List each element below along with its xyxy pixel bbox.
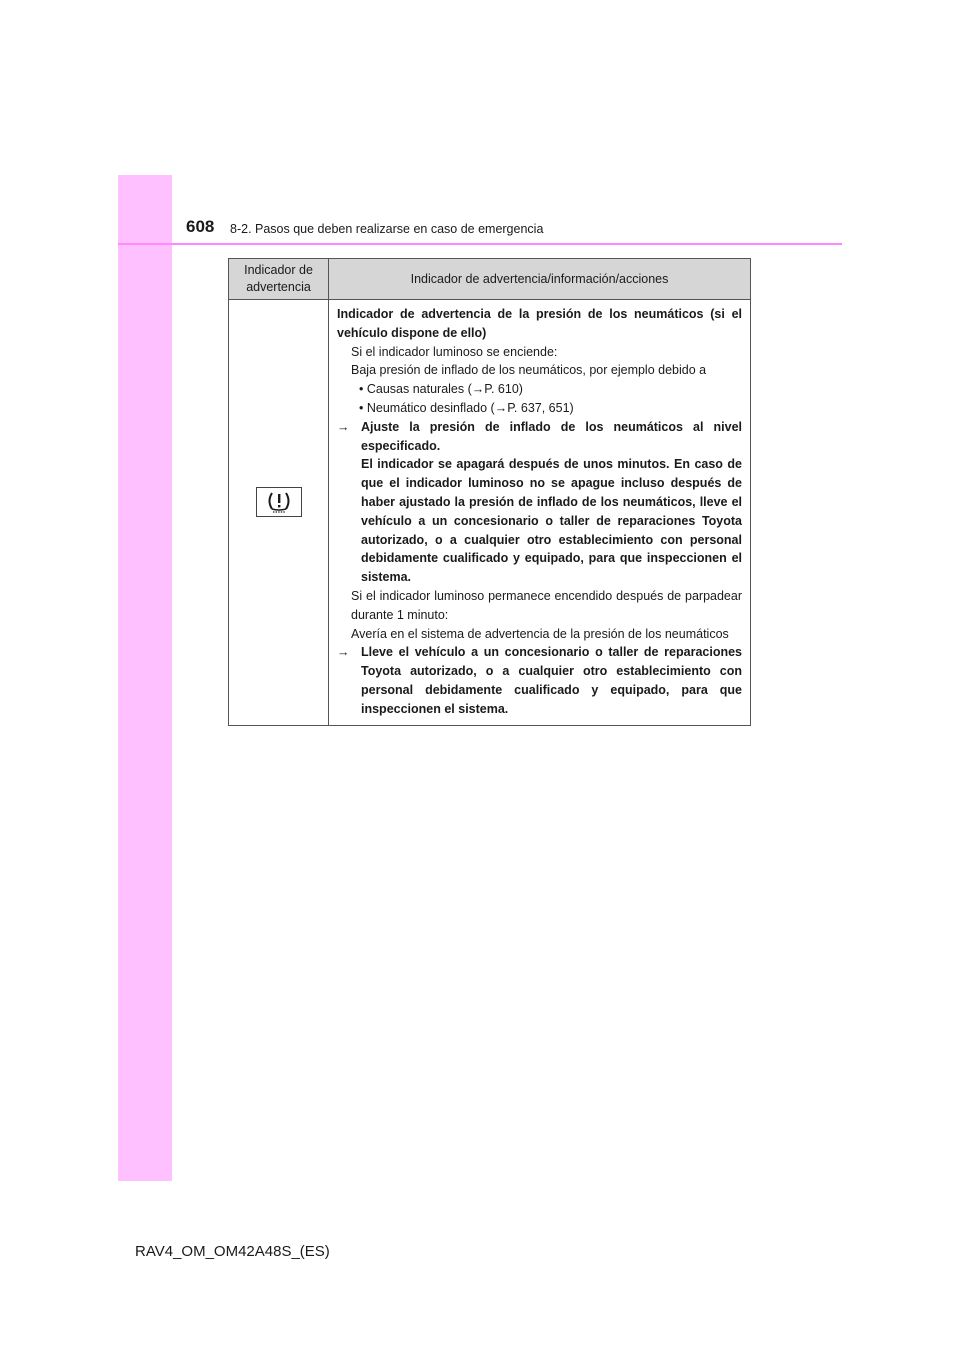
column-header-indicator: Indicador de advertencia xyxy=(229,259,329,300)
cause-system-fault: Avería en el sistema de advertencia de la presión de los neumáticos xyxy=(351,626,729,641)
table-header-row xyxy=(229,259,751,300)
arrow-icon: → xyxy=(337,419,350,434)
condition-lit: Si el indicador luminoso se enciende: xyxy=(351,344,558,359)
document-code: RAV4_OM_OM42A48S_(ES) xyxy=(135,1243,330,1260)
page-number: 608 xyxy=(186,217,215,236)
header-divider xyxy=(118,243,842,245)
tire-pressure-warning-icon xyxy=(256,487,302,517)
warning-indicator-table xyxy=(228,258,751,726)
action-detail: Lleve el vehículo a un concesionario o taller de reparaciones Toyota autorizado, o a cualquier otro establecimiento con personal debidamente cualificado y equipado, para que inspeccionen el sistema. xyxy=(361,645,742,716)
cause-low-pressure: Baja presión de inflado de los neumáticos, por ejemplo debido a xyxy=(351,363,707,378)
chapter-side-tab xyxy=(118,175,172,1181)
arrow-icon: → xyxy=(337,645,350,660)
column-header-info-actions: Indicador de advertencia/información/acciones xyxy=(329,259,751,300)
list-item: • Causas naturales (→P. 610) xyxy=(359,382,523,397)
section-title: 8-2. Pasos que deben realizarse en caso de emergencia xyxy=(230,222,544,236)
condition-blinking: Si el indicador luminoso permanece encendido después de parpadear durante 1 minuto: xyxy=(351,588,742,622)
action-detail: El indicador se apagará después de unos minutos. En caso de que el indicador luminoso no se apague incluso después de haber ajustado la presión de inflado de los neumáticos, lleve el vehículo a un concesionario o taller de reparaciones Toyota autorizado, o a cualquier otro establecimiento con personal debidamente cualificado y equipado, para que inspeccionen el sistema. xyxy=(361,457,742,585)
indicator-cell xyxy=(229,300,329,726)
action-title: Ajuste la presión de inflado de los neumáticos al nivel especificado. xyxy=(361,419,742,453)
description-cell xyxy=(329,300,751,726)
indicator-title: Indicador de advertencia de la presión de los neumáticos (si el vehículo dispone de ello) xyxy=(337,307,742,340)
list-item: • Neumático desinflado (→P. 637, 651) xyxy=(359,400,574,415)
table-row xyxy=(229,300,751,726)
action-adjust-pressure xyxy=(337,418,742,587)
action-inspect-system xyxy=(337,643,742,718)
